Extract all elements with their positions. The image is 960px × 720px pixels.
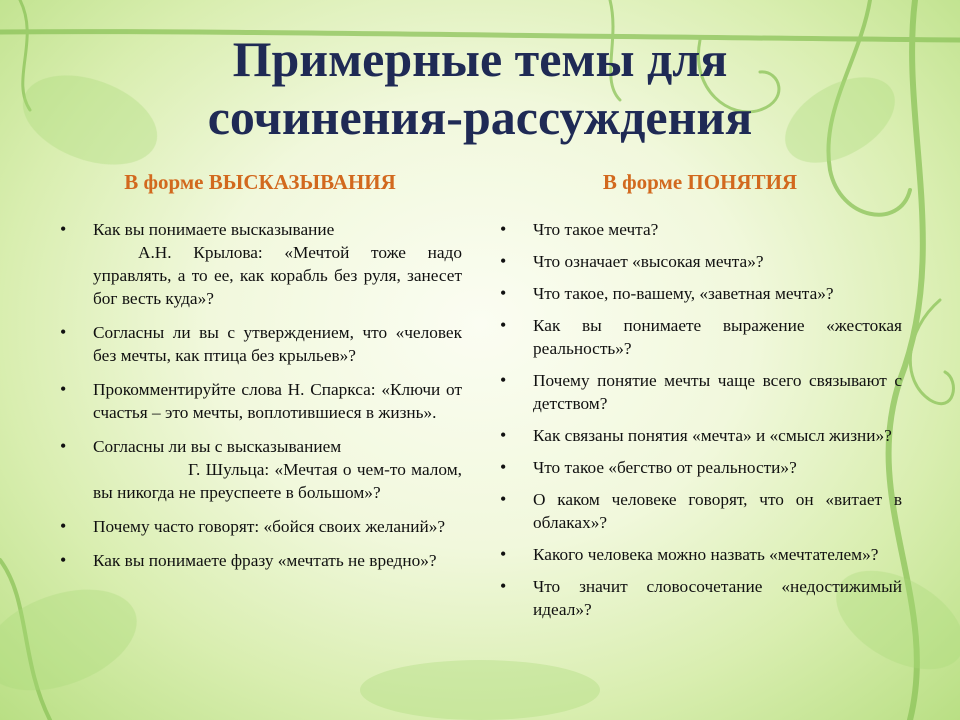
title-line-1: Примерные темы для — [232, 31, 728, 87]
list-item: • Согласны ли вы с утверждением, что «человек без мечты, как птица без крыльев»? — [60, 321, 462, 367]
list-item: • Как вы понимаете фразу «мечтать не вредно»? — [60, 549, 462, 572]
list-item: • Что такое, по-вашему, «заветная мечта»? — [500, 282, 902, 305]
list-item-text: А.Н. Крылова: «Мечтой тоже надо управлять, а то ее, как корабль без руля, занесет бог весть куда»? — [93, 243, 462, 308]
left-column-heading: В форме ВЫСКАЗЫВАНИЯ — [124, 170, 396, 194]
list-item: • Что означает «высокая мечта»? — [500, 250, 902, 273]
statement-topics-list — [60, 218, 462, 583]
list-item: • Как вы понимаете выражение «жестокая реальность»? — [500, 314, 902, 360]
concept-topics-list — [500, 218, 902, 630]
list-item — [60, 218, 462, 310]
page-title — [0, 30, 960, 146]
list-item-text: Согласны ли вы с высказыванием — [93, 437, 342, 456]
list-item: • Почему понятие мечты чаще всего связывают с детством? — [500, 369, 902, 415]
right-column-heading: В форме ПОНЯТИЯ — [602, 170, 798, 194]
list-item: • Как связаны понятия «мечта» и «смысл жизни»? — [500, 424, 902, 447]
list-item: • Почему часто говорят: «бойся своих желаний»? — [60, 515, 462, 538]
list-item: • Прокомментируйте слова Н. Спаркса: «Ключи от счастья – это мечты, воплотившиеся в жизнь». — [60, 378, 462, 424]
list-item: • Что значит словосочетание «недостижимый идеал»? — [500, 575, 902, 621]
list-item-text: Как вы понимаете высказывание — [93, 220, 335, 239]
list-item: • Что такое мечта? — [500, 218, 902, 241]
list-item: • Что такое «бегство от реальности»? — [500, 456, 902, 479]
list-item: • Какого человека можно назвать «мечтателем»? — [500, 543, 902, 566]
title-line-2: сочинения-рассуждения — [207, 89, 753, 145]
list-item — [60, 435, 462, 504]
list-item: • О каком человеке говорят, что он «витает в облаках»? — [500, 488, 902, 534]
list-item-text: Г. Шульца: «Мечтая о чем-то малом, вы никогда не преуспеете в большом»? — [93, 460, 462, 502]
